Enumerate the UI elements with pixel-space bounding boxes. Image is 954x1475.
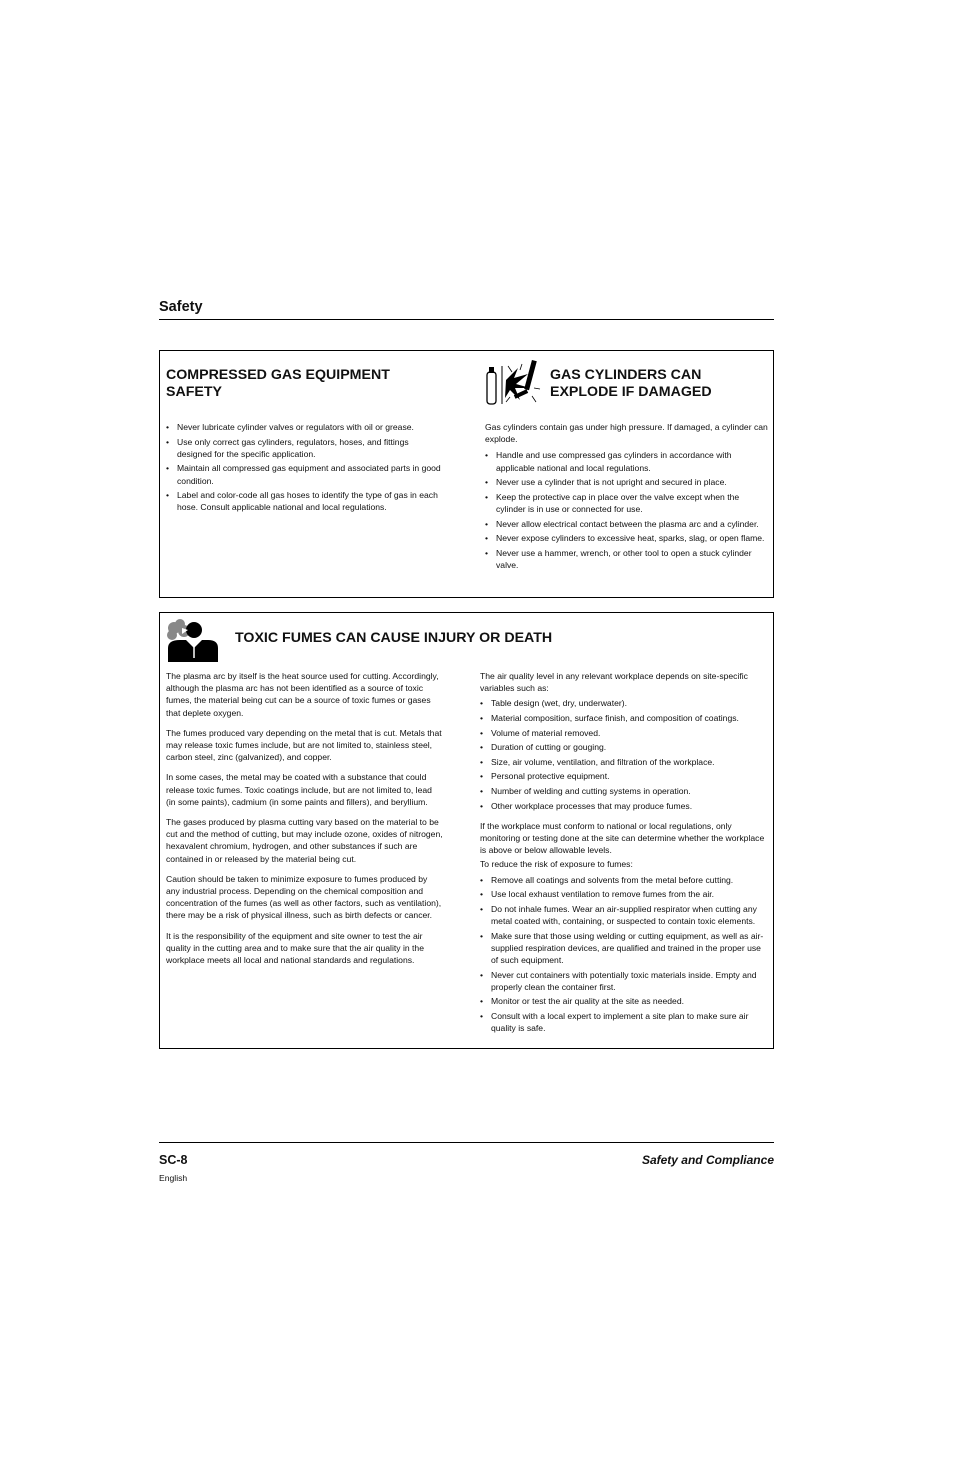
- paragraph: Caution should be taken to minimize exposure to fumes produced by any industrial process. Depending on the chemical composition and concentration of the fumes (as well as other factors, such as ventilation), there may be a risk of physical illness, such as birth defects or cancer.: [166, 873, 442, 921]
- compressed-gas-list: [166, 421, 444, 514]
- gas-cylinders-title-line2: EXPLODE IF DAMAGED: [550, 383, 712, 400]
- gas-cylinders-body: [485, 421, 768, 574]
- page-number: SC-8: [159, 1153, 188, 1167]
- list-item: • Do not inhale fumes. Wear an air-supplied respirator when cutting any metal coated with, containing, or suspected to contain toxic elements.: [480, 903, 768, 927]
- list-item: • Never cut containers with potentially toxic materials inside. Empty and properly clean the container first.: [480, 969, 768, 993]
- list-item: • Never allow electrical contact between the plasma arc and a cylinder.: [485, 518, 768, 530]
- reduce-risk-list: [480, 874, 768, 1035]
- list-item: • Make sure that those using welding or cutting equipment, as well as air-supplied respiration devices, are qualified and trained in the proper use of such equipment.: [480, 930, 768, 967]
- section-title: Safety: [159, 299, 203, 315]
- list-item: • Use only correct gas cylinders, regulators, hoses, and fittings designed for the specific application.: [166, 436, 444, 460]
- language-label: English: [159, 1173, 188, 1183]
- paragraph: In some cases, the metal may be coated with a substance that could release toxic fumes. Toxic coatings include, but are not limited to, lead (in some paints), cadmium (in some paints and fillers), and beryllium.: [166, 772, 432, 807]
- list-item: • Maintain all compressed gas equipment and associated parts in good condition.: [166, 462, 444, 486]
- conform-paragraph: If the workplace must conform to national or local regulations, only monitoring or testing done at the site can determine whether the workplace is above or below allowable levels.: [480, 820, 765, 856]
- list-item: • Label and color-code all gas hoses to identify the type of gas in each hose. Consult applicable national and local regulations.: [166, 489, 444, 513]
- exploding-cylinder-icon: [484, 358, 542, 408]
- footer-rule: [159, 1142, 774, 1143]
- header-rule: [159, 319, 774, 320]
- list-item: • Monitor or test the air quality at the site as needed.: [480, 995, 768, 1007]
- list-item: • Volume of material removed.: [480, 727, 768, 739]
- gas-cylinders-title: [550, 367, 712, 400]
- toxic-fumes-person-icon: [164, 618, 218, 662]
- list-item: • Size, air volume, ventilation, and filtration of the workplace.: [480, 756, 768, 768]
- list-item: • Handle and use compressed gas cylinders in accordance with applicable national and local regulations.: [485, 449, 768, 473]
- list-item: • Keep the protective cap in place over the valve except when the cylinder is in use or connected for use.: [485, 491, 768, 515]
- list-item: • Never use a hammer, wrench, or other tool to open a stuck cylinder valve.: [485, 547, 768, 571]
- list-item: • Table design (wet, dry, underwater).: [480, 697, 768, 709]
- list-item: • Use local exhaust ventilation to remove fumes from the air.: [480, 888, 768, 900]
- paragraph: The plasma arc by itself is the heat source used for cutting. Accordingly, although the plasma arc has not been identified as a source of toxic fumes, the material being cut can be a source of toxic fumes or gases that deplete oxygen.: [166, 671, 439, 718]
- gas-cylinders-intro: Gas cylinders contain gas under high pressure. If damaged, a cylinder can explode.: [485, 422, 768, 445]
- paragraph: The fumes produced vary depending on the metal that is cut. Metals that may release toxic fumes include, but are not limited to, stainless steel, carbon steel, zinc (galvanized), and copper.: [166, 727, 442, 763]
- compressed-gas-list-wrap: [166, 421, 444, 516]
- compressed-gas-title-line2: SAFETY: [166, 383, 222, 400]
- list-item: • Remove all coatings and solvents from the metal before cutting.: [480, 874, 768, 886]
- reduce-intro: To reduce the risk of exposure to fumes:: [480, 859, 633, 870]
- compressed-gas-title: [166, 367, 390, 400]
- air-quality-intro: The air quality level in any relevant workplace depends on site-specific variables such as:: [480, 671, 748, 694]
- toxic-fumes-right-column: [480, 670, 768, 1037]
- compressed-gas-title-line1: COMPRESSED GAS EQUIPMENT: [166, 367, 390, 383]
- document-title: Safety and Compliance: [641, 1153, 774, 1167]
- list-item: • Other workplace processes that may produce fumes.: [480, 800, 768, 812]
- toxic-fumes-left-column: [166, 670, 443, 974]
- list-item: • Duration of cutting or gouging.: [480, 741, 768, 753]
- paragraph: The gases produced by plasma cutting vary based on the material to be cut and the method of cutting, but may include ozone, oxides of nitrogen, hexavalent chromium, hydrogen, and other substances if such are contained in or released by the material being cut.: [166, 817, 443, 864]
- paragraph: It is the responsibility of the equipment and site owner to test the air quality in the cutting area and to make sure that the air quality in the workplace meets all local and national standards and regulations.: [166, 930, 424, 966]
- list-item: • Never lubricate cylinder valves or regulators with oil or grease.: [166, 421, 444, 433]
- toxic-fumes-title: TOXIC FUMES CAN CAUSE INJURY OR DEATH: [235, 630, 553, 646]
- list-item: • Consult with a local expert to implement a site plan to make sure air quality is safe.: [480, 1010, 768, 1034]
- variables-list: [480, 697, 768, 811]
- gas-cylinders-list: [485, 449, 768, 571]
- list-item: • Material composition, surface finish, and composition of coatings.: [480, 712, 768, 724]
- list-item: • Number of welding and cutting systems in operation.: [480, 785, 768, 797]
- list-item: • Personal protective equipment.: [480, 770, 768, 782]
- list-item: • Never use a cylinder that is not upright and secured in place.: [485, 476, 768, 488]
- list-item: • Never expose cylinders to excessive heat, sparks, slag, or open flame.: [485, 532, 768, 544]
- gas-cylinders-title-line1: GAS CYLINDERS CAN: [550, 367, 702, 383]
